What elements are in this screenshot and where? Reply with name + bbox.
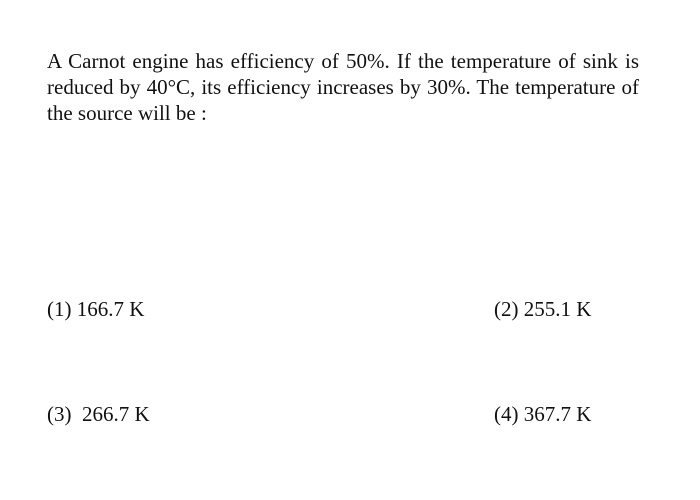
- option-2: (2) 255.1 K: [494, 297, 592, 321]
- option-1: (1) 166.7 K: [47, 297, 145, 321]
- option-4: (4) 367.7 K: [494, 402, 592, 426]
- option-3: (3) 266.7 K: [47, 402, 150, 426]
- question-text: A Carnot engine has efficiency of 50%. If the temperature of sink is reduced by 40°C, its efficiency increases by 30%. The temperature of the source will be :: [47, 49, 639, 125]
